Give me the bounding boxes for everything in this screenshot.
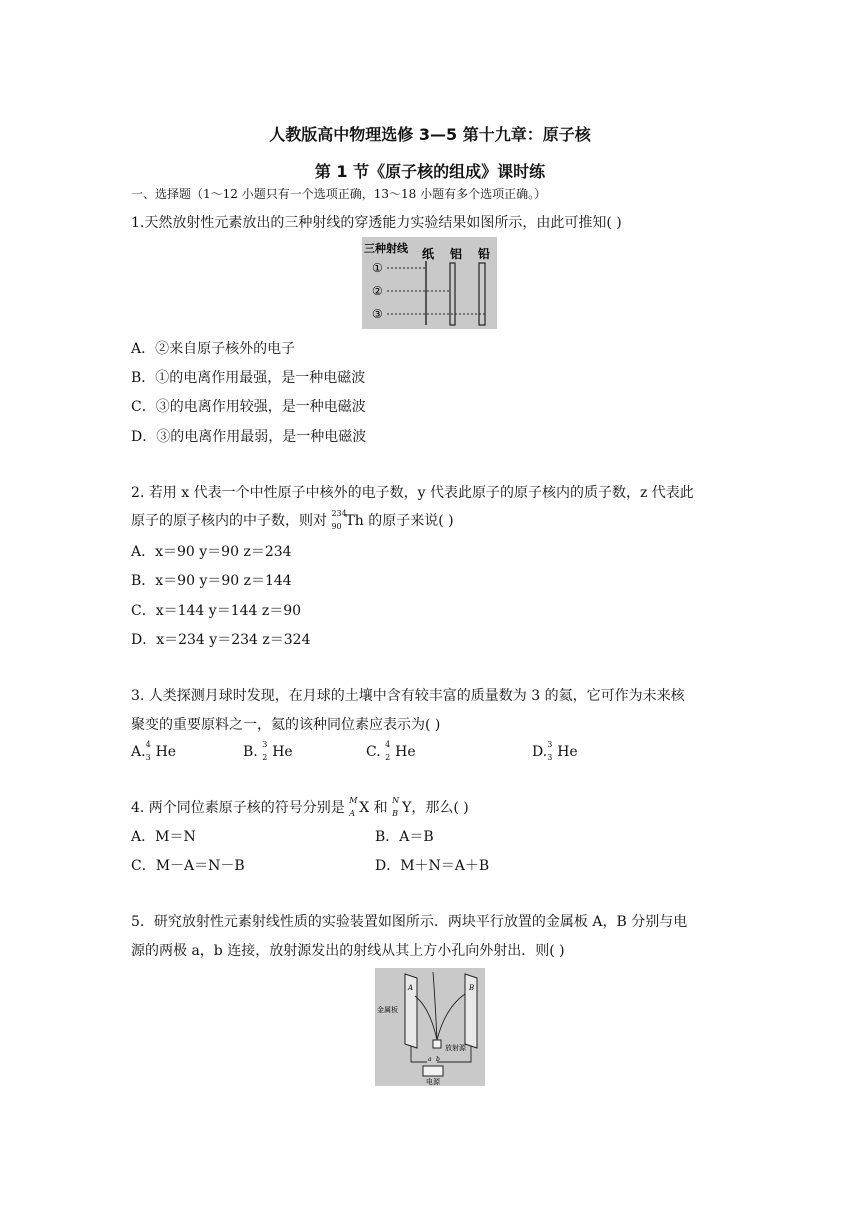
q1-option-b: B．①的电离作用最强，是一种电磁波: [131, 370, 366, 386]
q4-x-atomic: A: [349, 809, 356, 818]
q4-option-c: C．M－A＝N－B: [131, 858, 245, 874]
penetration-figure: [362, 237, 497, 329]
q4-option-b: B．A＝B: [375, 829, 434, 845]
question-5-stem-line1: 5．研究放射性元素射线性质的实验装置如图所示．两块平行放置的金属板 A，B 分别与电: [131, 914, 688, 930]
q3-option-d-atomic: 3: [547, 753, 553, 762]
question-2-stem-line1: 2. 若用 x 代表一个中性原子中核外的电子数，y 代表此原子的原子核内的质子数，z 代表此: [131, 485, 694, 501]
apparatus-figure: [375, 968, 485, 1086]
question-1-stem: 1.天然放射性元素放出的三种射线的穿透能力实验结果如图所示，由此可推知( ): [131, 215, 622, 231]
q3-option-b-symbol: He: [272, 744, 293, 760]
q3-option-b-mass: 3: [262, 740, 268, 749]
source-label: 放射源: [445, 1044, 466, 1052]
power-supply: [423, 1066, 443, 1076]
q3-option-b-index: [262, 740, 272, 762]
q3-option-b-atomic: 2: [262, 753, 268, 762]
q4-option-d: D．M＋N＝A＋B: [375, 858, 490, 874]
ray-2-label: ②: [372, 284, 383, 298]
q4-stem-pre: 4. 两个同位素原子核的符号分别是: [131, 800, 350, 816]
material-lead: 铅: [478, 247, 491, 261]
q4-x-index: [349, 796, 359, 818]
question-3-stem-line2: 聚变的重要原料之一，氦的该种同位素应表示为( ): [131, 717, 441, 733]
q3-option-c: [366, 740, 416, 762]
plate-a-label: A: [408, 984, 414, 992]
question-2-stem-line2: [131, 510, 454, 530]
q4-y-symbol: Y: [402, 800, 412, 816]
q3-option-c-label: C.: [366, 744, 386, 760]
material-aluminum: 铝: [450, 247, 463, 261]
q4-stem-mid: 和: [369, 800, 393, 816]
q3-option-a-index: [145, 740, 156, 762]
q3-option-a-atomic: 3: [145, 753, 151, 762]
question-4-stem: [131, 797, 469, 817]
q3-option-a-symbol: He: [155, 744, 177, 760]
q3-option-c-symbol: He: [395, 744, 416, 760]
material-paper: 纸: [422, 247, 435, 261]
q3-option-c-index: [385, 740, 395, 762]
q3-option-a-mass: 4: [145, 740, 151, 749]
q3-option-d-symbol: He: [557, 744, 578, 760]
q3-option-c-mass: 4: [385, 740, 391, 749]
power-label: 电源: [426, 1078, 440, 1086]
q2-nuclide-index: [331, 509, 347, 531]
plate-b-label: B: [469, 984, 475, 992]
ray-3-label: ③: [372, 307, 383, 321]
q2-nuclide-symbol: Th: [345, 513, 364, 529]
q3-option-d-label: D.: [532, 744, 548, 760]
section-header: 一、选择题（1～12 小题只有一个选项正确，13～18 小题有多个选项正确。）: [131, 187, 547, 201]
q3-option-c-atomic: 2: [385, 753, 391, 762]
figure-header: 三种射线: [364, 242, 408, 255]
q2-stem-pre: 原子的原子核内的中子数，则对: [131, 513, 332, 529]
q3-option-a-label: A.: [131, 744, 146, 760]
q3-option-a: [131, 740, 177, 762]
q2-option-d: D．x＝234 y＝234 z＝324: [131, 632, 311, 648]
page-subtitle: 第 1 节《原子核的组成》课时练: [314, 162, 546, 181]
pole-a-label: a: [428, 1056, 432, 1063]
page-title: 人教版高中物理选修 3—5 第十九章：原子核: [269, 125, 591, 144]
q1-option-c: C．③的电离作用较强，是一种电磁波: [131, 399, 366, 415]
q2-option-c: C．x＝144 y＝144 z＝90: [131, 603, 302, 619]
q3-option-b-label: B.: [243, 744, 263, 760]
q3-option-d-mass: 3: [547, 740, 553, 749]
q3-option-b: [243, 740, 293, 762]
q2-option-b: B．x＝90 y＝90 z＝144: [131, 573, 292, 589]
q4-y-index: [392, 796, 402, 818]
question-5-stem-line2: 源的两极 a，b 连接，放射源发出的射线从其上方小孔向外射出．则( ): [131, 943, 565, 959]
q2-nuclide-atomic: 90: [331, 522, 342, 531]
radiation-source: [433, 1040, 441, 1048]
q4-stem-post: ，那么( ): [411, 800, 469, 816]
question-3-stem-line1: 3. 人类探测月球时发现，在月球的土壤中含有较丰富的质量数为 3 的氦，它可作为未来核: [131, 688, 685, 704]
q1-option-a: A．②来自原子核外的电子: [131, 341, 296, 357]
q2-option-a: A．x＝90 y＝90 z＝234: [131, 544, 292, 560]
q3-option-d: [532, 740, 578, 762]
q3-option-d-index: [547, 740, 557, 762]
pole-b-label: b: [436, 1056, 440, 1063]
ray-1-label: ①: [372, 261, 383, 275]
q2-nuclide-mass: 234: [331, 509, 347, 518]
q2-stem-post: 的原子来说( ): [363, 513, 454, 529]
q4-x-symbol: X: [359, 800, 370, 816]
metal-plate-label: 金属板: [377, 1006, 398, 1014]
q4-y-mass: N: [392, 796, 400, 805]
q4-x-mass: M: [349, 796, 358, 805]
q4-y-atomic: B: [392, 809, 399, 818]
q4-option-a: A．M＝N: [131, 829, 196, 845]
q1-option-d: D．③的电离作用最弱，是一种电磁波: [131, 429, 367, 445]
